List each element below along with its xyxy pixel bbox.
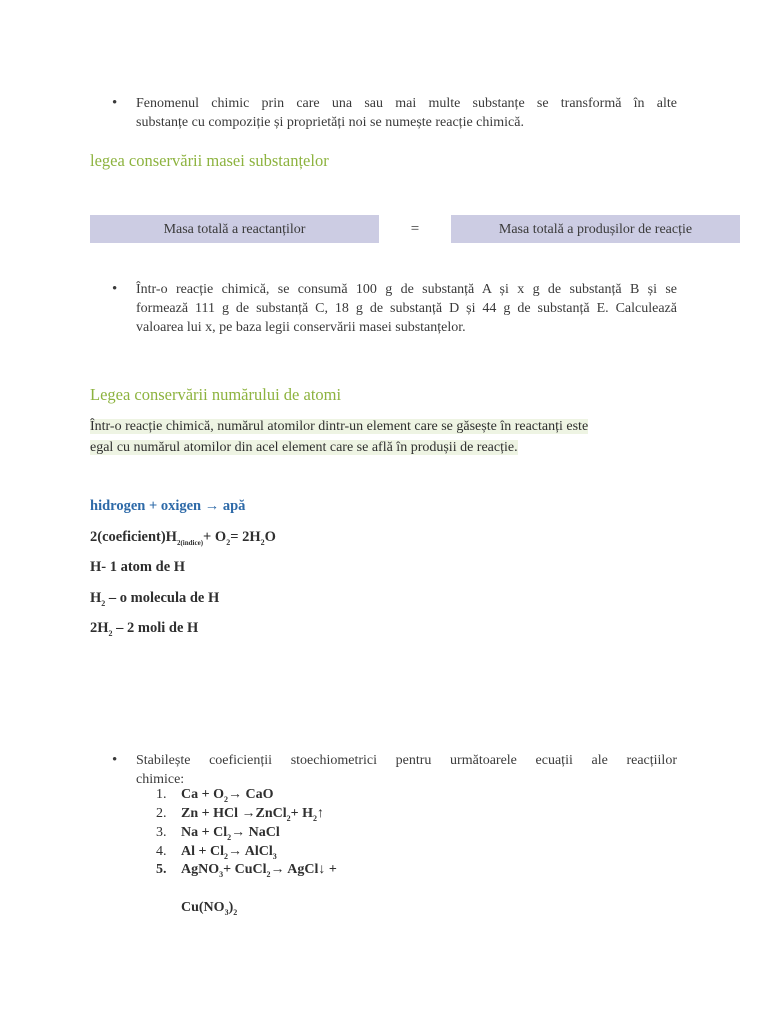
moles-line: $2H_2 - 2$ moli de H: [90, 620, 199, 638]
bullet-dot: •: [112, 95, 118, 111]
equals-sign: =: [410, 221, 420, 237]
item-number: 1.: [156, 787, 167, 802]
h2-molecule-line: $H_2$ – o molecula de H: [90, 590, 220, 608]
reaction-item: 2. Zn + HCl →ZnCl$_2$+ $H_2↑$: [156, 806, 324, 823]
exercise1-line-2: formează 111 g de substanță C, 18 g de substanță D și 44 g de substanță E. Calculează: [136, 301, 677, 316]
bullet-dot: •: [112, 752, 118, 768]
intro-paragraph: [136, 94, 677, 132]
word-equation: hidrogen + oxigen → apă: [90, 498, 246, 514]
reaction-item: 4. $Al + Cl_2\to$ AlCl$_3$: [156, 844, 277, 861]
exercise2-line-2: chimice:: [136, 772, 185, 787]
item-number: 5.: [156, 862, 167, 877]
bullet-dot: •: [112, 281, 118, 297]
h-atom-line: H- 1 atom de H: [90, 559, 186, 575]
atoms-law-heading: Legea conservării numărului de atomi: [90, 385, 342, 404]
reaction-item: 3. $Na + Cl_2\to$ NaCl: [156, 825, 280, 842]
intro-line-1: Fenomenul chimic prin care una sau mai multe substanțe se transformă în alte: [136, 96, 677, 111]
products-mass-box: Masa totală a produșilor de reacție: [451, 215, 740, 243]
item-number: 3.: [156, 825, 167, 840]
reaction-continuation: $Cu(NO_3)_2$: [181, 900, 238, 917]
reactants-mass-box: Masa totală a reactanților: [90, 215, 379, 243]
atoms-law-line-2: egal cu numărul atomilor din acel element care se află în produșii de reacție.: [90, 440, 518, 455]
exercise1-line-3: valoarea lui x, pe baza legii conservării masei substanțelor.: [136, 320, 466, 335]
item-number: 2.: [156, 806, 167, 821]
mass-law-heading: legea conservării masei substanțelor: [90, 151, 329, 170]
exercise1-line-1: Într-o reacție chimică, se consumă 100 g de substanță A și x g de substanță B și se: [136, 282, 677, 297]
exercise2-line-1: Stabilește coeficienții stoechiometrici pentru următoarele ecuații ale reacțiilor: [136, 753, 677, 768]
atoms-law-statement: [90, 416, 588, 458]
exercise1-paragraph: [136, 280, 677, 337]
atoms-law-line-1: Într-o reacție chimică, numărul atomilor dintr-un element care se găsește în reactanți este: [90, 419, 589, 434]
exercise2-paragraph: [136, 751, 677, 789]
item-number: 4.: [156, 844, 167, 859]
formula-equation: $2(coeficient)H_{2(indice)}+ O_2= 2H_2O$: [90, 529, 276, 547]
intro-line-2: substanțe cu compoziție și proprietăți noi se numește reacție chimică.: [136, 115, 524, 130]
reaction-item: 5. AgNO$_3$+ CuCl$_2$→ AgCl↓ +: [156, 862, 337, 879]
reaction-item: 1. $Ca + O_2\to$ CaO: [156, 787, 274, 804]
